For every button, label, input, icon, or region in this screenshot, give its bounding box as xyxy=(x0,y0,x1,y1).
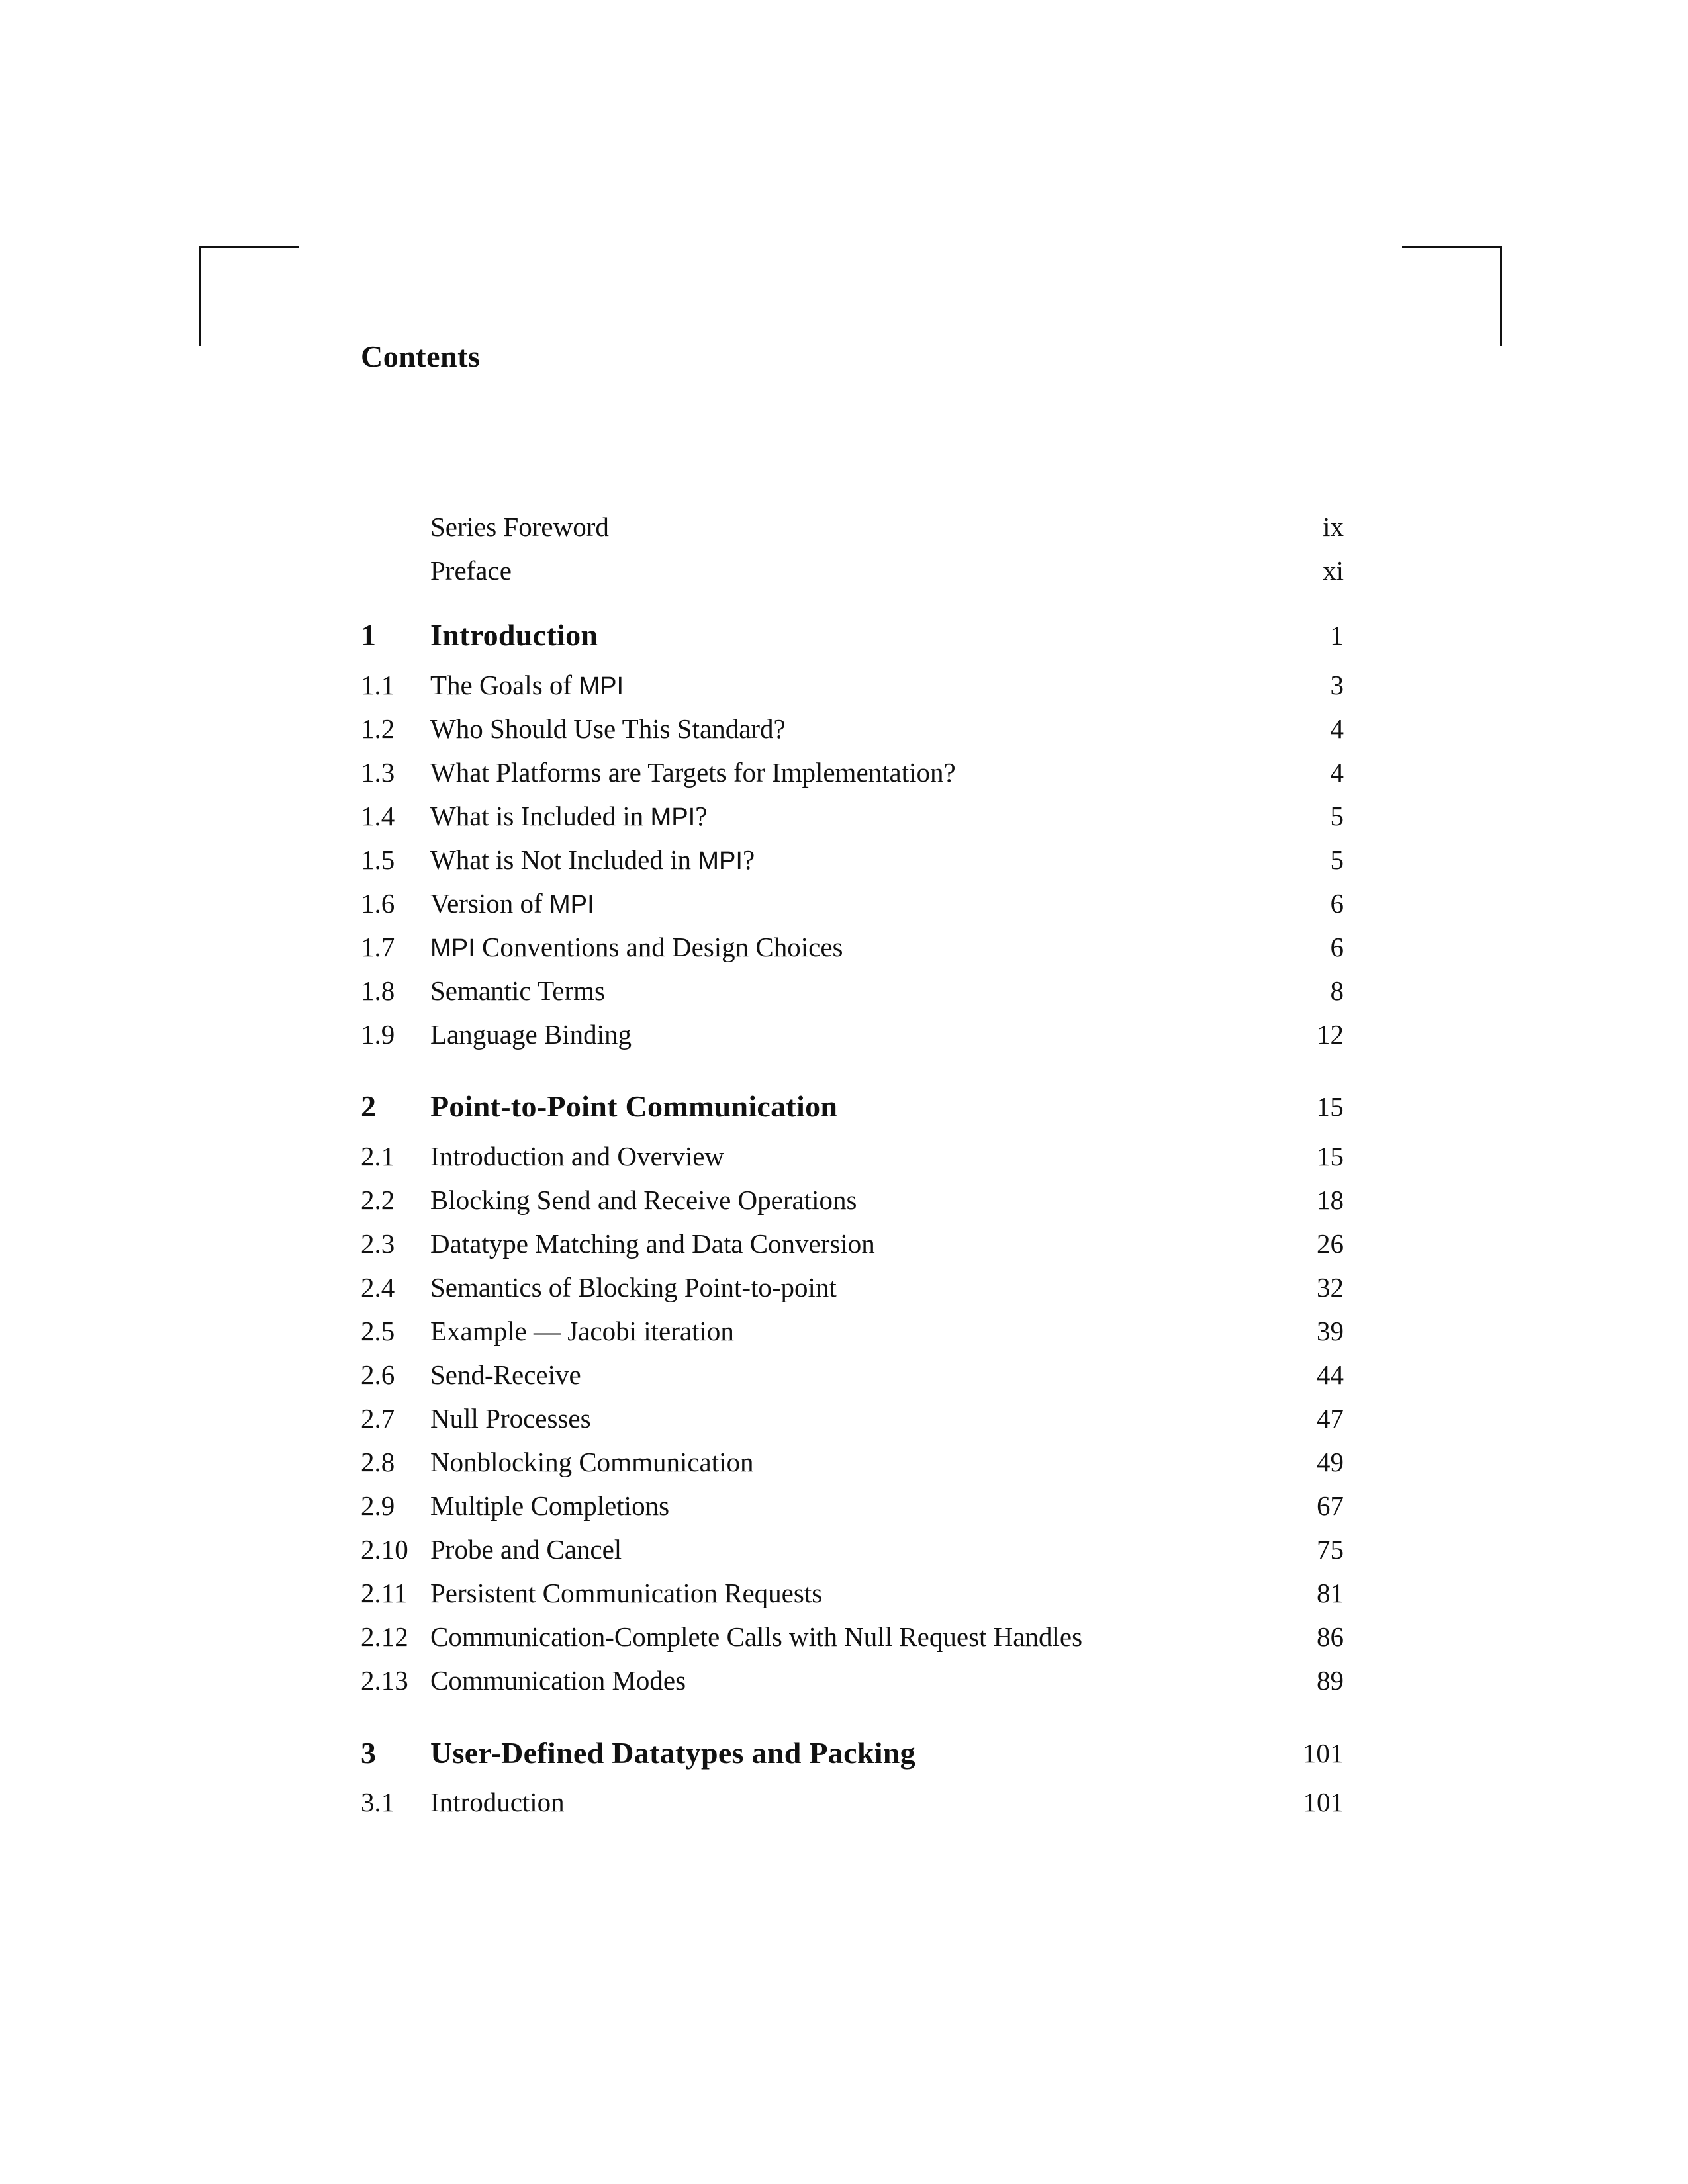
toc-entry-number: 2.8 xyxy=(361,1447,395,1477)
toc-entry-page: 18 xyxy=(1317,1185,1344,1215)
toc-entry-number: 2.10 xyxy=(361,1534,408,1565)
toc-entry-title: Datatype Matching and Data Conversion xyxy=(430,1228,875,1259)
toc-entry xyxy=(361,1486,1344,1525)
toc-entry-number: 2.5 xyxy=(361,1316,395,1346)
toc-entry xyxy=(361,1398,1344,1438)
toc-entry-number: 2.4 xyxy=(361,1272,395,1302)
toc-entry-page: 81 xyxy=(1317,1578,1344,1608)
toc-entry-title: What is Included in MPI? xyxy=(430,801,708,831)
toc-entry-page: 12 xyxy=(1317,1019,1344,1050)
toc-entry xyxy=(361,1617,1344,1657)
toc-entry-number: 2.1 xyxy=(361,1141,395,1171)
toc-chapter-title: Introduction xyxy=(430,618,598,652)
toc-entry-number: 3.1 xyxy=(361,1787,395,1817)
toc-entry xyxy=(361,752,1344,792)
toc-entry-title: Probe and Cancel xyxy=(430,1534,622,1565)
toc-entry-title: MPI Conventions and Design Choices xyxy=(430,932,843,962)
toc-entry xyxy=(361,1267,1344,1307)
toc-entry-number: 1.4 xyxy=(361,801,395,831)
toc-entry-number: 2.6 xyxy=(361,1359,395,1390)
toc-entry-number: 2.13 xyxy=(361,1665,408,1696)
toc-entry-title: Semantics of Blocking Point-to-point xyxy=(430,1272,837,1302)
toc-chapter-page: 1 xyxy=(1330,620,1344,651)
toc-entry-page: 6 xyxy=(1330,932,1344,962)
toc-entry-title: Language Binding xyxy=(430,1019,632,1050)
toc-entry xyxy=(361,884,1344,923)
toc-entry-title: Persistent Communication Requests xyxy=(430,1578,823,1608)
toc-entry-page: 49 xyxy=(1317,1447,1344,1477)
toc-entry-page: 4 xyxy=(1330,713,1344,744)
toc-entry-title: Version of MPI xyxy=(430,888,594,919)
toc-entry xyxy=(361,665,1344,705)
toc-entry-number: 1.2 xyxy=(361,713,395,744)
toc-entry-title: Introduction xyxy=(430,1787,565,1817)
toc-entry-page: xi xyxy=(1323,555,1344,586)
toc-entry-number: 1.8 xyxy=(361,976,395,1006)
toc-entry-page: 8 xyxy=(1330,976,1344,1006)
toc-entry xyxy=(361,971,1344,1011)
toc-entry xyxy=(361,1180,1344,1220)
toc-entry-page: 44 xyxy=(1317,1359,1344,1390)
toc-entry-number: 2.11 xyxy=(361,1578,408,1608)
toc-entry-title: Series Foreword xyxy=(430,512,609,542)
toc-entry-page: 75 xyxy=(1317,1534,1344,1565)
toc-entry-page: 6 xyxy=(1330,888,1344,919)
toc-entry xyxy=(361,1661,1344,1700)
toc-entry xyxy=(361,1782,1344,1822)
toc-entry xyxy=(361,840,1344,880)
toc-entry-page: 3 xyxy=(1330,670,1344,700)
toc-chapter-number: 1 xyxy=(361,618,377,652)
toc-entry-title: Introduction and Overview xyxy=(430,1141,725,1171)
toc-entry-number: 1.1 xyxy=(361,670,395,700)
toc-entry-page: 15 xyxy=(1317,1141,1344,1171)
toc-entry xyxy=(361,709,1344,749)
toc-entry xyxy=(361,1136,1344,1176)
toc-entry-page: 101 xyxy=(1303,1787,1344,1817)
toc-entry-number: 1.5 xyxy=(361,844,395,875)
toc-entry xyxy=(361,796,1344,836)
toc-chapter-number: 2 xyxy=(361,1089,377,1123)
toc-entry-number: 2.2 xyxy=(361,1185,395,1215)
toc-entry-number: 1.9 xyxy=(361,1019,395,1050)
toc-entry-page: ix xyxy=(1323,512,1344,542)
toc-chapter-page: 15 xyxy=(1316,1091,1344,1122)
toc-chapter xyxy=(361,1087,1344,1126)
toc-entry-number: 1.7 xyxy=(361,932,395,962)
toc-entry-page: 5 xyxy=(1330,844,1344,875)
toc-entry-title: Blocking Send and Receive Operations xyxy=(430,1185,857,1215)
toc-entry-page: 67 xyxy=(1317,1490,1344,1521)
toc-entry xyxy=(361,507,1344,547)
toc-entry xyxy=(361,1529,1344,1569)
toc-entry xyxy=(361,1311,1344,1351)
toc-entry-number: 2.12 xyxy=(361,1621,408,1652)
toc-entry-title: Preface xyxy=(430,555,512,586)
toc-entry-title: What is Not Included in MPI? xyxy=(430,844,755,875)
toc-entry xyxy=(361,1355,1344,1394)
toc-entry-page: 47 xyxy=(1317,1403,1344,1433)
toc-entry xyxy=(361,1224,1344,1263)
toc-entry-page: 5 xyxy=(1330,801,1344,831)
toc-entry xyxy=(361,927,1344,967)
toc-entry-page: 89 xyxy=(1317,1665,1344,1696)
crop-mark-top-right xyxy=(1402,246,1502,346)
toc-entry-title: Nonblocking Communication xyxy=(430,1447,754,1477)
toc-entry xyxy=(361,551,1344,590)
toc-entry-title: What Platforms are Targets for Implementation? xyxy=(430,757,956,788)
page-title: Contents xyxy=(361,340,481,373)
toc-entry-title: Multiple Completions xyxy=(430,1490,670,1521)
toc-entry-title: Send-Receive xyxy=(430,1359,581,1390)
crop-mark-top-left xyxy=(199,246,299,346)
toc-chapter-title: User-Defined Datatypes and Packing xyxy=(430,1736,915,1770)
toc-entry-page: 39 xyxy=(1317,1316,1344,1346)
toc-chapter-number: 3 xyxy=(361,1736,377,1770)
toc-entry-page: 86 xyxy=(1317,1621,1344,1652)
toc-entry-page: 4 xyxy=(1330,757,1344,788)
toc-entry-title: Semantic Terms xyxy=(430,976,605,1006)
toc-entry-title: The Goals of MPI xyxy=(430,670,624,700)
toc-entry xyxy=(361,1573,1344,1613)
toc-entry-title: Who Should Use This Standard? xyxy=(430,713,786,744)
toc-entry-title: Example — Jacobi iteration xyxy=(430,1316,734,1346)
toc-chapter-title: Point-to-Point Communication xyxy=(430,1089,838,1123)
toc-chapter xyxy=(361,615,1344,655)
toc-entry-number: 1.6 xyxy=(361,888,395,919)
toc-entry-number: 2.7 xyxy=(361,1403,395,1433)
toc-chapter-page: 101 xyxy=(1302,1738,1344,1768)
toc-chapter xyxy=(361,1733,1344,1773)
toc-entry-page: 32 xyxy=(1317,1272,1344,1302)
toc-entry-number: 2.9 xyxy=(361,1490,395,1521)
toc-entry xyxy=(361,1015,1344,1054)
toc-entry-page: 26 xyxy=(1317,1228,1344,1259)
toc-entry-title: Null Processes xyxy=(430,1403,591,1433)
toc-entry-title: Communication-Complete Calls with Null Request Handles xyxy=(430,1621,1083,1652)
toc-entry-number: 2.3 xyxy=(361,1228,395,1259)
toc-entry xyxy=(361,1442,1344,1482)
toc-entry-title: Communication Modes xyxy=(430,1665,686,1696)
toc-entry-number: 1.3 xyxy=(361,757,395,788)
